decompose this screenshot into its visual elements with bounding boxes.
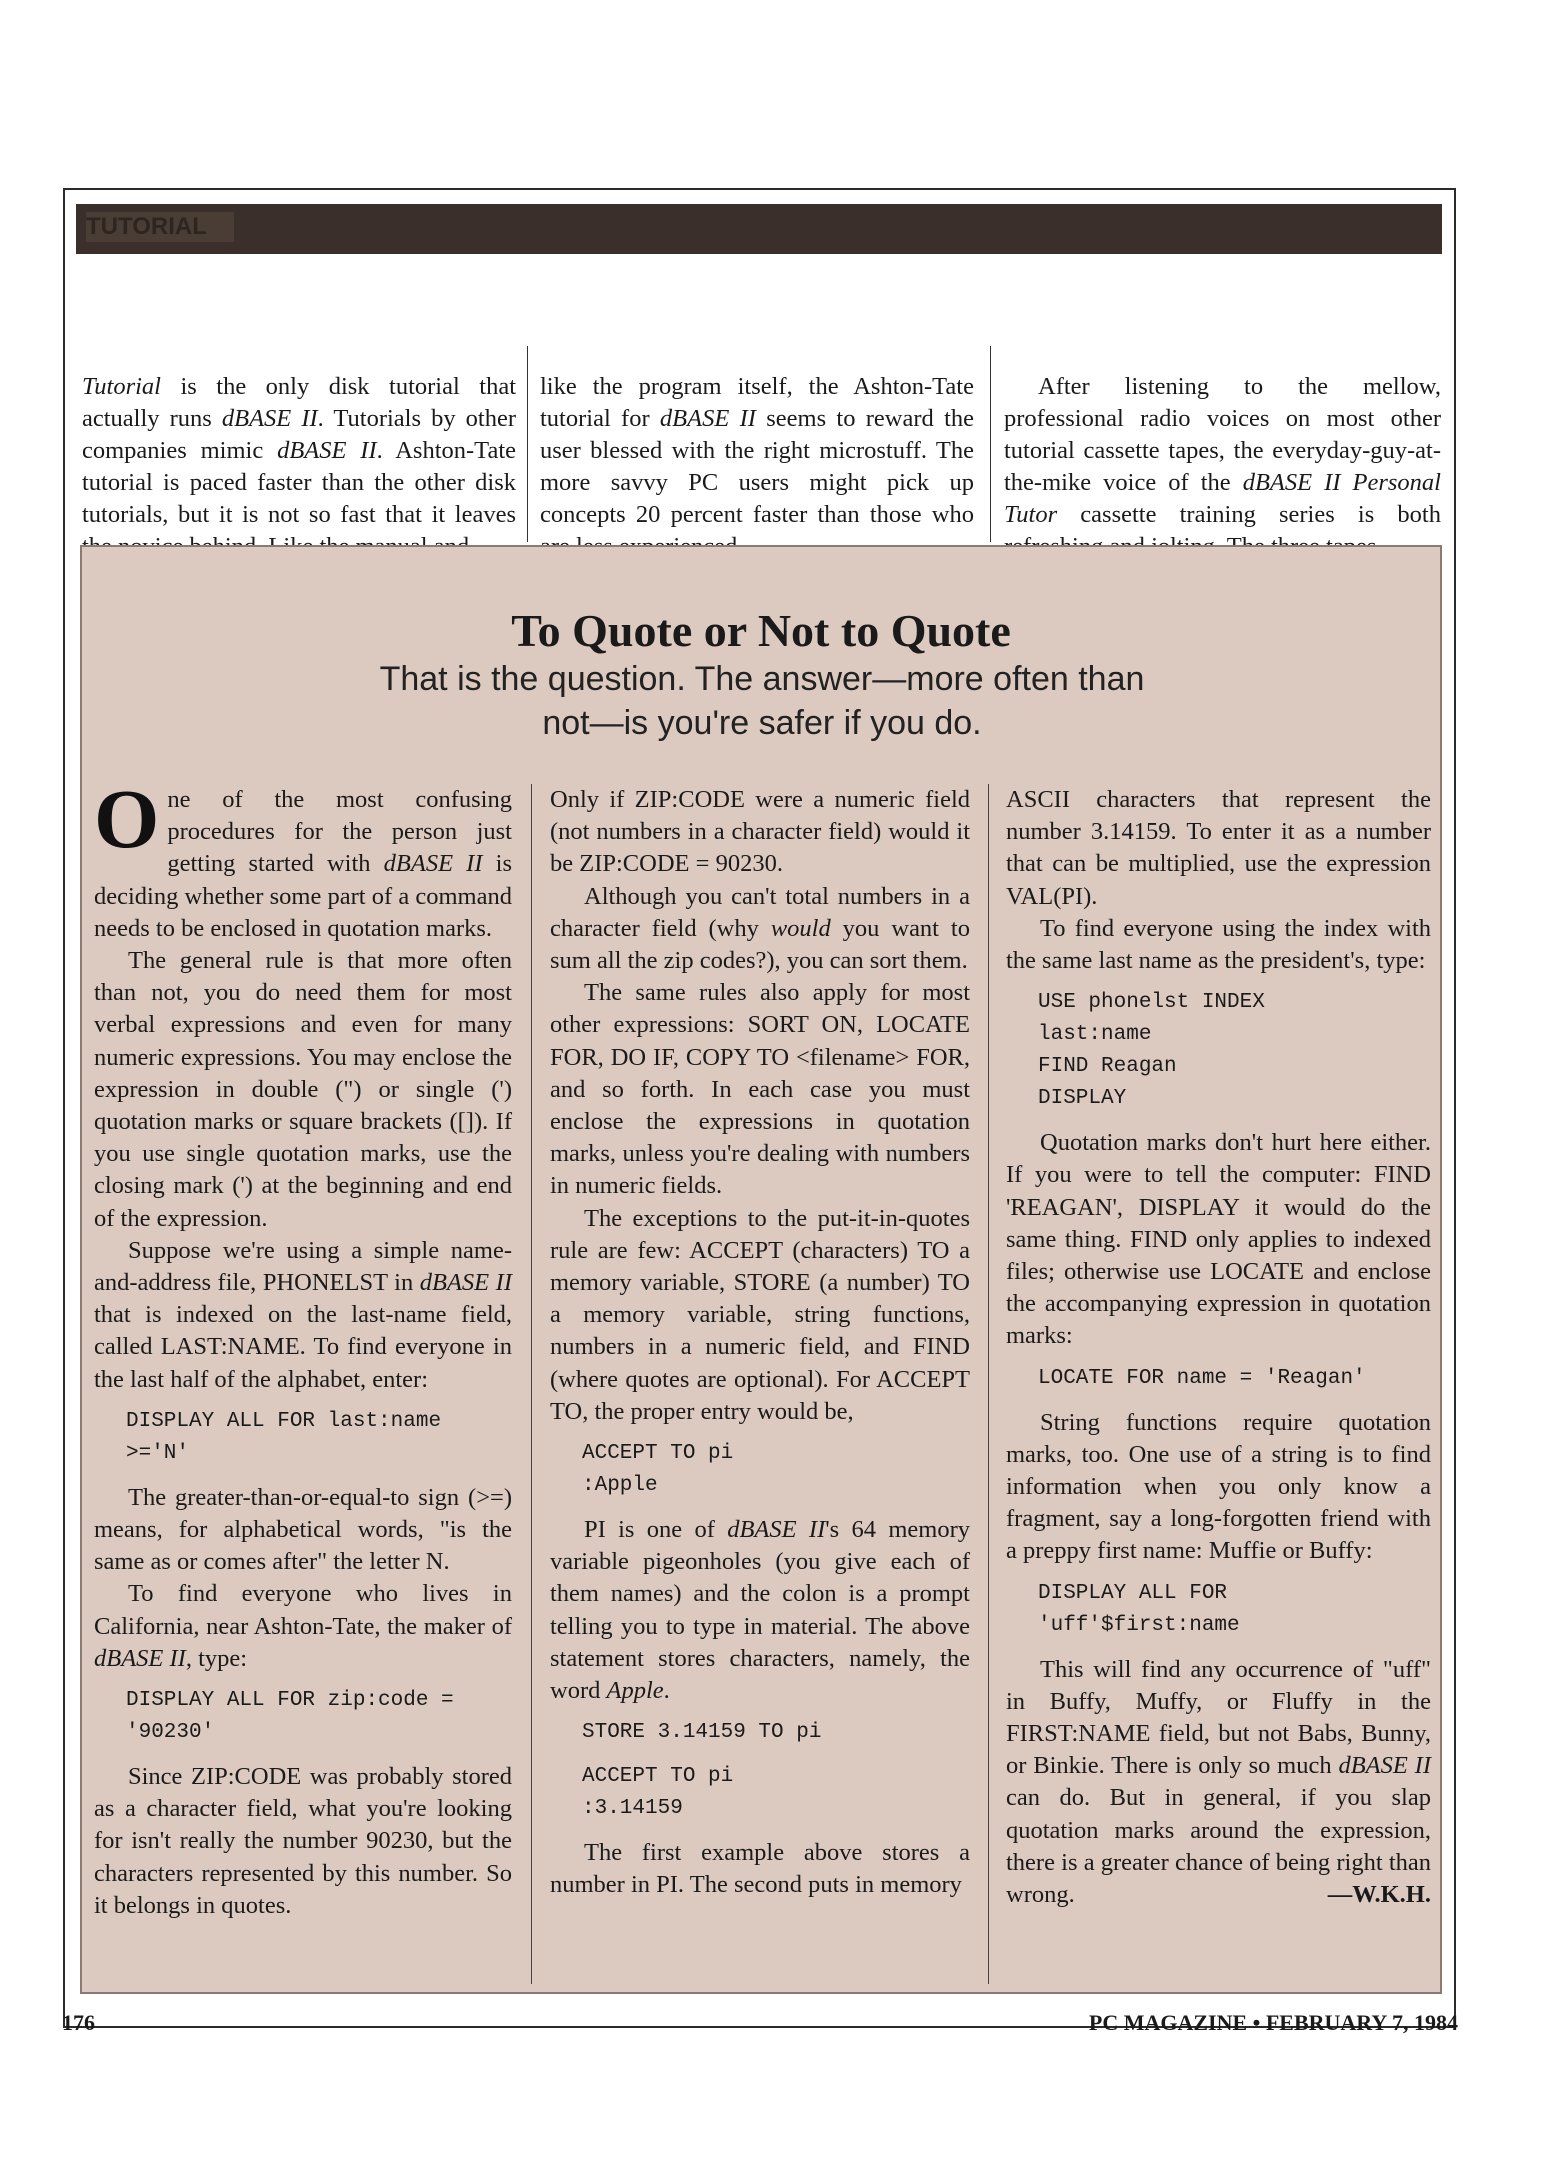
sidebar-column-1 [94,773,512,1984]
paragraph [94,773,512,945]
text-run: , type: [185,1644,248,1672]
paragraph [94,1482,512,1579]
text-run: The greater-than-or-equal-to sign (>=) means, for alphabetical words, "is the same as or comes after" the letter N. [94,1483,512,1576]
italic-title: dBASE II [221,404,318,432]
text-run: The exceptions to the put-it-in-quotes rule are few: ACCEPT (characters) TO a memory variable, STORE (a number) TO a memory variable, string functions, numbers in a numeric field, and FIND (where quotes are optional). For ACCEPT TO, the proper entry would be, [550,1204,970,1425]
text-run: ASCII characters that represent the number 3.14159. To enter it as a number that can be multiplied, use the expression VAL(PI). [1006,786,1431,910]
text-run: To find everyone using the index with the same last name as the president's, type: [1006,914,1431,975]
paragraph [550,784,970,881]
text-run: The general rule is that more often than not, you do need them for most verbal expressions and even for many numeric expressions. You may enclose the expression in double (") or single (') quotation marks or square brackets ([]). If you use single quotation marks, use the closing mark (') at the beginning and end of the expression. [94,947,512,1232]
text-run: Since ZIP:CODE was probably stored as a character field, what you're looking for isn't really the number 90230, but the characters represented by this number. So it belongs in quotes. [94,1763,512,1919]
drop-cap: O [94,773,160,866]
text-run: seems to reward the user blessed with the right microstuff. The more savvy PC users might pick up concepts 20 percent faster than those who [540,404,974,528]
code-example: LOCATE FOR name = 'Reagan' [1038,1366,1366,1390]
sidebar-column-2 [550,784,970,1984]
paragraph [550,977,970,1202]
text-run: String functions require quotation marks, too. One use of a string is to find information when you only know a fragment, say a long-forgotten friend with a preppy first name: Muffie or Buffy: [1006,1408,1431,1565]
italic-title: dBASE II [277,436,377,464]
paragraph [94,1235,512,1396]
text-run: After listening to the mellow, professional radio voices on most other tutorial cassette tapes, the everyday-guy-at-the-mike voice of the [1004,372,1441,496]
text-run: ne of the most confusing procedures for the person just getting started with [167,786,512,878]
article-column-2 [540,346,974,540]
text-run: like the program itself, the Ashton-Tate tutorial for [540,372,974,432]
column-rule [990,346,991,542]
section-header-bar [76,204,1442,254]
author-initials: —W.K.H. [1327,1881,1431,1909]
paragraph [550,1203,970,1428]
sidebar-deck: That is the question. The answer—more often than not—is you're safer if you do. [379,660,1145,742]
italic-title: dBASE II [419,1269,512,1297]
italic-title: dBASE II [659,404,756,432]
sidebar-box [80,545,1442,1994]
text-run: The same rules also apply for most other expressions: SORT ON, LOCATE FOR, DO IF, COPY TO <filename> FOR, and so forth. In each case you must enclose the expressions in quotation marks, unless you're dealing with numbers in numeric fields. [550,979,970,1200]
italic-title: Apple [606,1677,664,1705]
paragraph [1006,1407,1431,1568]
text-run: that is indexed on the last-name field, called LAST:NAME. To find everyone in the last half of the alphabet, enter: [94,1301,512,1393]
code-example: STORE 3.14159 TO pi [582,1721,822,1745]
paragraph [94,1761,512,1922]
running-footer: PC MAGAZINE • FEBRUARY 7, 1984 [1088,2010,1458,2035]
italic-title: Tutorial [82,372,161,400]
code-example: USE phonelst INDEX last:name FIND Reagan DISPLAY [1038,991,1265,1111]
italic-title: dBASE II [383,850,483,878]
column-rule [527,346,528,542]
italic-title: dBASE II [1338,1752,1431,1780]
column-rule [988,784,989,1984]
paragraph [1006,1654,1431,1912]
text-run: cassette training series is both [1080,500,1441,528]
paragraph [1006,784,1431,913]
paragraph [82,371,516,563]
sidebar-title: To Quote or Not to Quote [511,605,1011,656]
paragraph [1006,1127,1431,1352]
article-column-3 [1004,346,1441,540]
paragraph [540,371,974,563]
text-run: 's 64 memory variable pigeonholes (you give each of them names) and the colon is a prompt telling you to type in material. The above statement stores characters, namely, the word [550,1516,970,1705]
text-run: Suppose we're using a simple name-and-address file, PHONELST in [94,1236,512,1297]
page-number: 176 [62,2010,95,2035]
italic-title: dBASE II [727,1516,826,1544]
sidebar-column-3 [1006,784,1431,1984]
text-run: . Ashton-Tate tutorial is paced faster than the other disk tutorials, but it is not so fast that it leaves [82,436,516,528]
text-run: can do. But in general, if you slap quotation marks around the expression, there is a greater chance of being right than wrong. [1006,1784,1431,1909]
text-run: PI is one of [584,1516,728,1544]
text-run: Only if ZIP:CODE were a numeric field (not numbers in a character field) would it be ZIP:CODE = 90230. [550,786,970,878]
code-example: DISPLAY ALL FOR zip:code = '90230' [126,1689,454,1745]
paragraph [94,1578,512,1675]
paragraph [550,881,970,978]
text-run: Quotation marks don't hurt here either. If you were to tell the computer: FIND 'REAGAN', DISPLAY it would do the same thing. FIND only applies to indexed files; otherwise use LOCATE and enclose the accompanying expression in quotation marks: [1006,1129,1431,1350]
text-run: . [663,1677,670,1705]
text-run: is the only disk tutorial that actually runs [82,372,516,432]
section-tag: TUTORIAL [86,212,234,242]
text-run: . Tutorials by other companies mimic [82,404,516,464]
article-column-1 [82,346,516,540]
text-run: This will find any occurrence of "uff" in Buffy, Muffy, or Fluffy in the FIRST:NAME field, but not Babs, Bunny, or Binkie. There is only so much [1006,1655,1431,1780]
paragraph [94,945,512,1235]
italic-title: would [770,914,831,942]
italic-title: dBASE II Personal Tutor [1004,468,1441,528]
paragraph [1004,371,1441,563]
paragraph [550,1837,970,1901]
text-run: The first example above stores a number in PI. The second puts in memory [550,1839,970,1899]
text-run: is deciding whether some part of a command needs to be enclosed in quotation marks. [94,850,512,942]
code-example: ACCEPT TO pi :3.14159 [582,1765,734,1821]
text-run: Although you can't total numbers in a character field (why [550,882,970,942]
code-example: DISPLAY ALL FOR 'uff'$first:name [1038,1581,1240,1637]
text-run: you want to sum all the zip codes?), you can sort them. [550,914,970,975]
italic-title: dBASE II [94,1644,186,1672]
code-example: DISPLAY ALL FOR last:name >='N' [126,1409,442,1465]
text-run: To find everyone who lives in California, near Ashton-Tate, the maker of [94,1580,512,1640]
code-example: ACCEPT TO pi :Apple [582,1442,734,1498]
paragraph [1006,913,1431,977]
paragraph [550,1514,970,1707]
column-rule [531,784,532,1984]
